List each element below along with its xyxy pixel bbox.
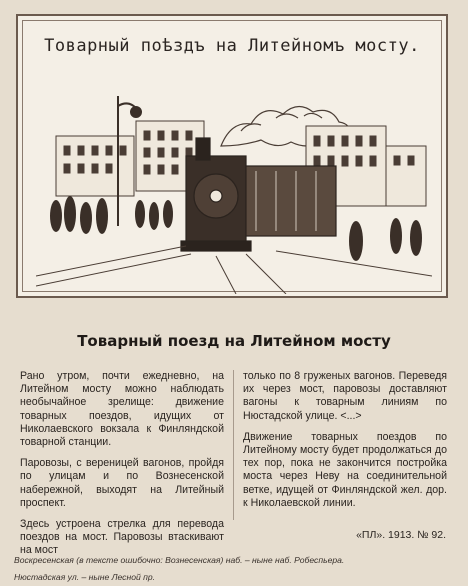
paragraph: Рано утром, почти ежедневно, на Литейном мосту можно наблюдать необычайное зрелище: движение товарных поездов, идущих от Николаевского вокзала к Финляндской товарной станции.: [20, 370, 224, 449]
crowd-left: [50, 196, 173, 234]
article-title: Товарный поезд на Литейном мосту: [77, 332, 391, 350]
footnote: Воскресенская (в тексте ошибочно: Вознесенская) наб. – ныне наб. Робеспьера.: [14, 555, 345, 565]
illustration-frame: [16, 14, 448, 298]
column-left: [20, 370, 224, 566]
paragraph: Паровозы, с вереницей вагонов, пройдя по улицам и по Вознесенской набережной, выходят на Литейный проспект.: [20, 457, 224, 509]
paragraph: только по 8 груженых вагонов. Переведя их через мост, паровозы доставляют вагоны к товарным линиям по Нюстадской улице. <...>: [243, 370, 447, 422]
paragraph: Движение товарных поездов по Литейному мосту будет продолжаться до тех пор, пока не закончится постройка моста через Неву на соединительной ветке, идущей от Финляндской жел. дор. к Николаевской линии.: [243, 430, 447, 509]
column-divider: [233, 370, 234, 520]
figures-right: [349, 218, 422, 261]
footnote: Нюстадская ул. – ныне Лесной пр.: [14, 572, 156, 582]
source-citation: «ПЛ». 1913. № 92.: [356, 529, 446, 541]
rails: [36, 246, 432, 294]
paragraph: Здесь устроена стрелка для перевода поездов на мост. Паровозы втаскивают на мост: [20, 518, 224, 557]
illustration-caption: Товарный поѣздъ на Литейномъ мосту.: [44, 36, 420, 56]
column-right: [243, 370, 447, 518]
buildings-left: [56, 121, 204, 196]
footnotes: [14, 552, 344, 586]
train-engraving: [36, 76, 432, 294]
